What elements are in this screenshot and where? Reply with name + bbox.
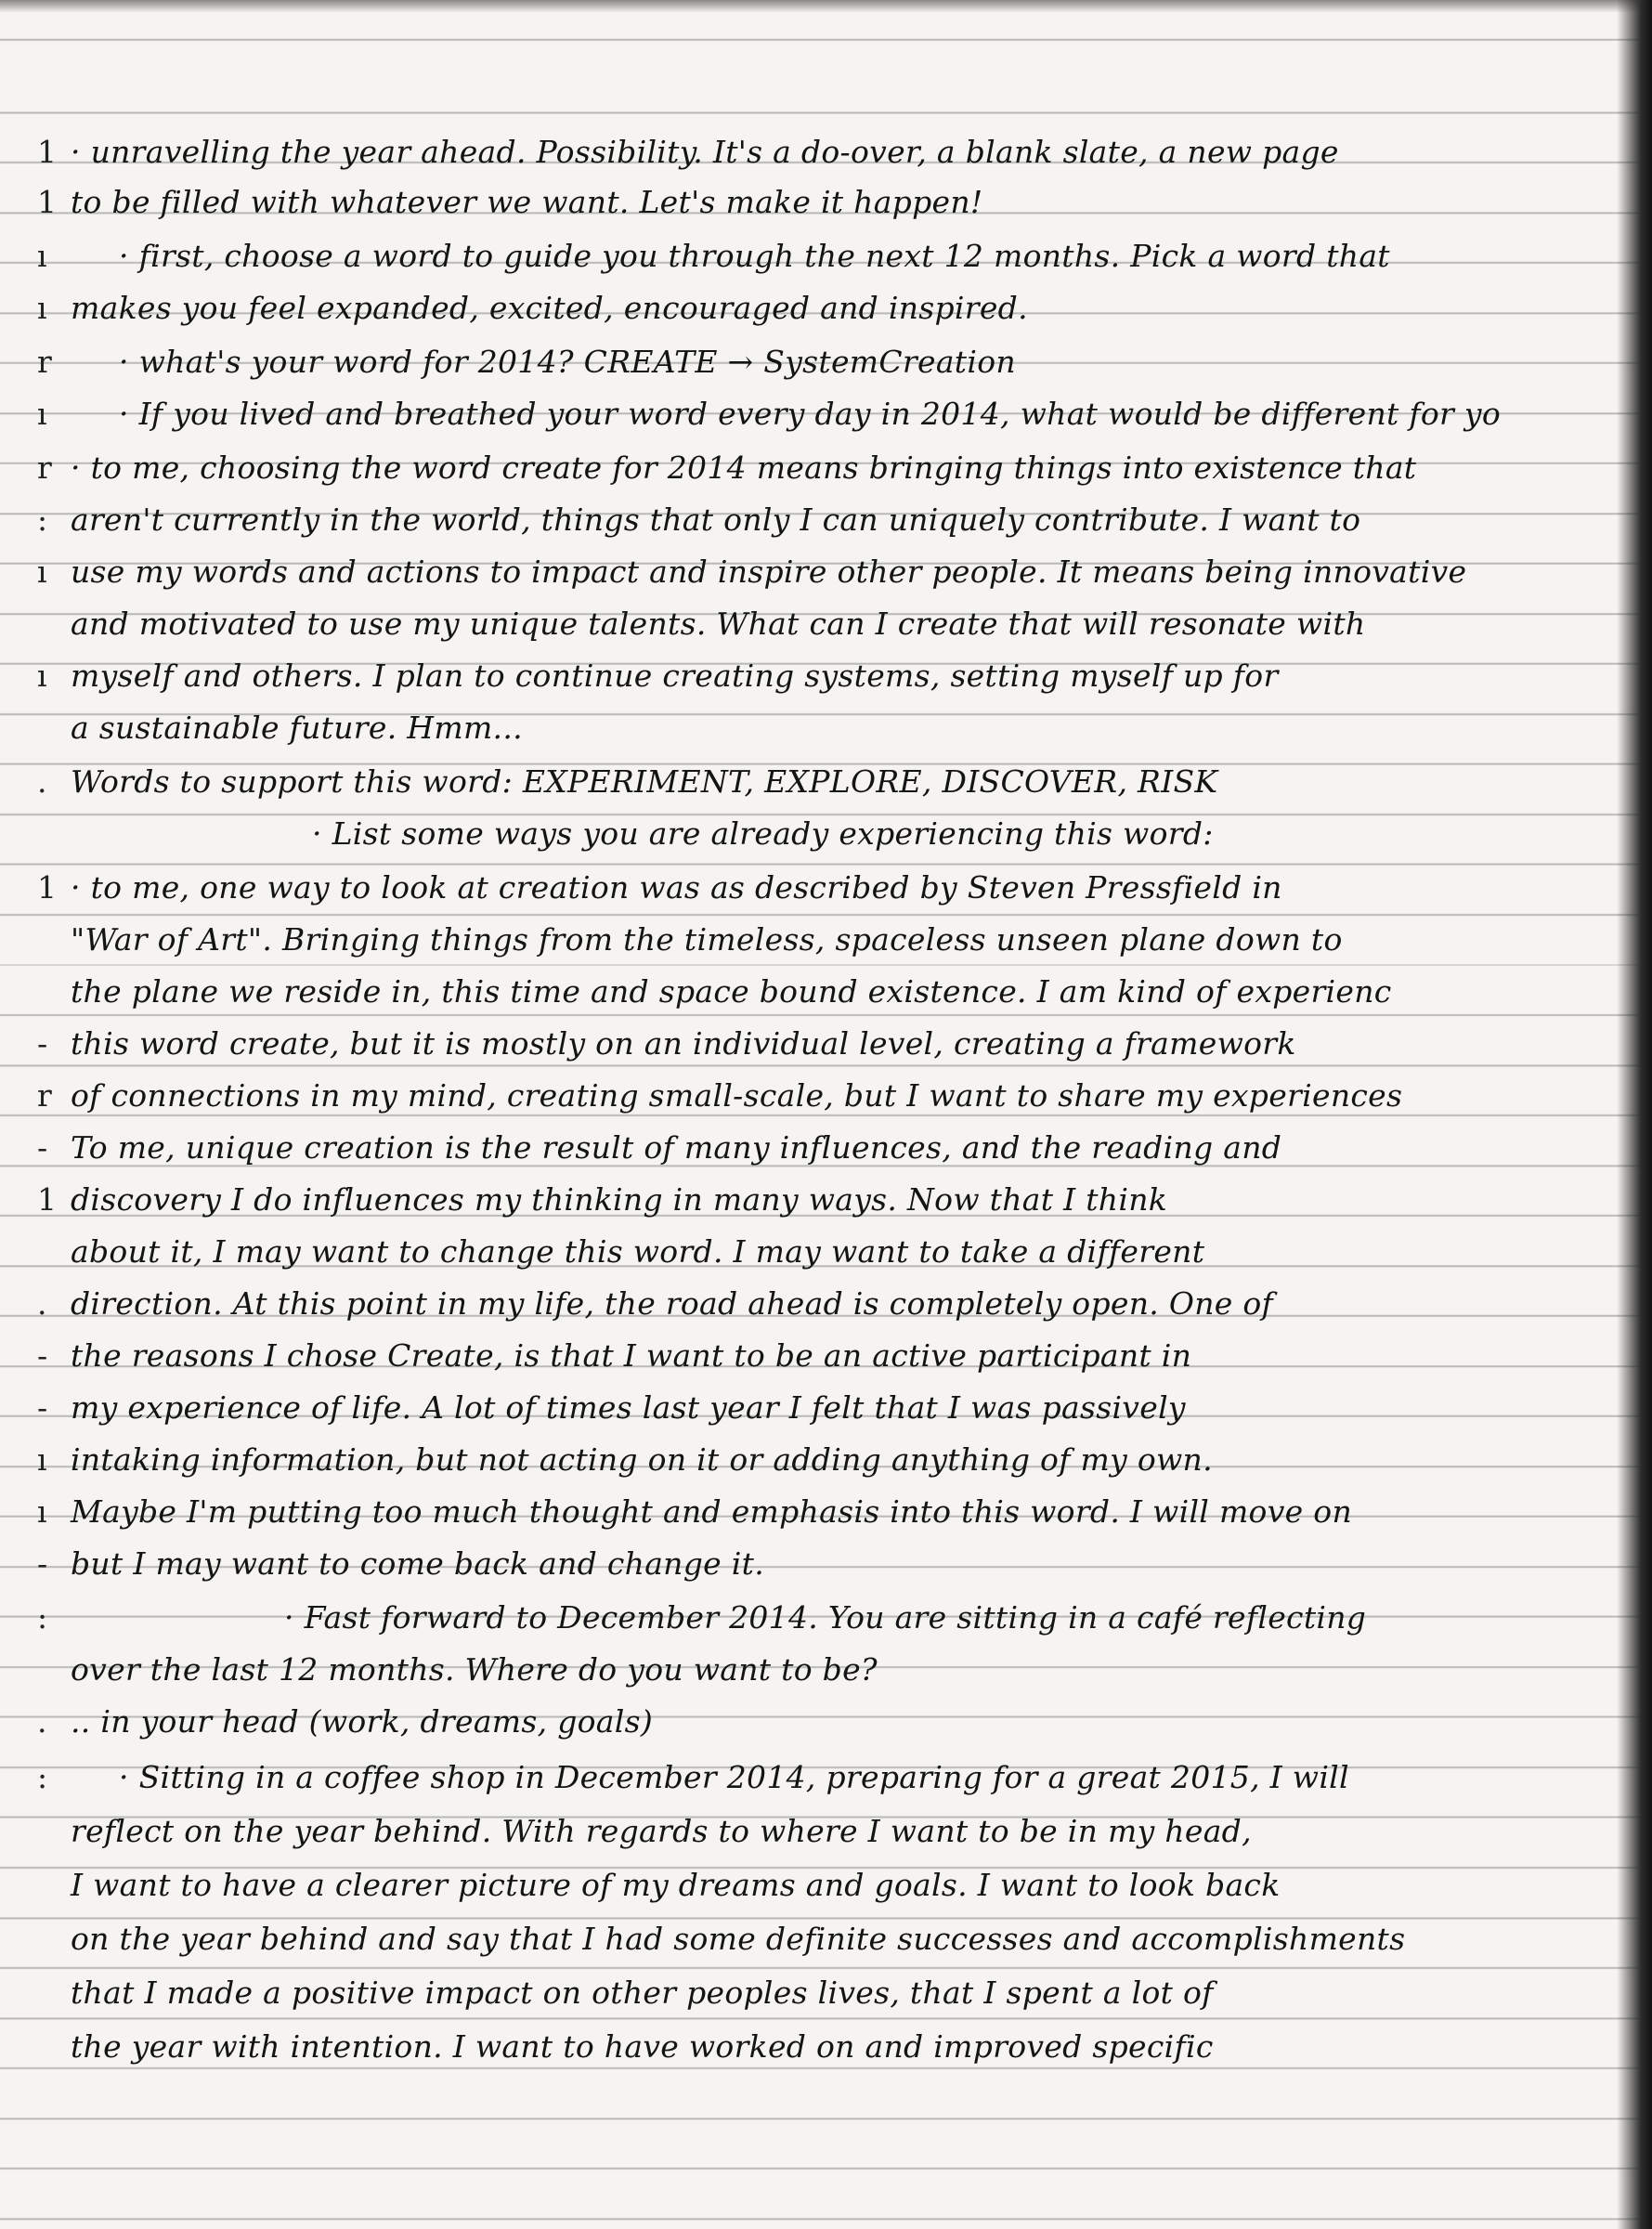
text-line: on the year behind and say that I had some definite successes and accomplishments (71, 1921, 1406, 1957)
text-line: - the reasons I chose Create, is that I want to be an active participant in (37, 1337, 1192, 1374)
text-line: ı makes you feel expanded, excited, encouraged and inspired. (37, 290, 1028, 326)
text-line: "War of Art". Bringing things from the timeless, spaceless unseen plane down to (71, 921, 1343, 958)
text-line: · List some ways you are already experiencing this word: (312, 815, 1214, 852)
text-line: ı Maybe I'm putting too much thought and emphasis into this word. I will move on (37, 1493, 1352, 1530)
text-line: . Words to support this word: EXPERIMENT, EXPLORE, DISCOVER, RISK (37, 763, 1218, 800)
text-line: r of connections in my mind, creating small-scale, but I want to share my experiences (37, 1077, 1403, 1114)
text-line: . direction. At this point in my life, the road ahead is completely open. One of (37, 1285, 1274, 1322)
text-line: ı use my words and actions to impact and inspire other people. It means being innovative (37, 554, 1467, 590)
text-line: the plane we reside in, this time and space bound existence. I am kind of experienc (71, 973, 1392, 1010)
text-line: a sustainable future. Hmm... (71, 710, 523, 746)
text-line: - To me, unique creation is the result of many influences, and the reading and (37, 1129, 1282, 1166)
text-line: about it, I may want to change this word. I may want to take a different (71, 1233, 1205, 1270)
text-line: ı intaking information, but not acting on it or adding anything of my own. (37, 1441, 1213, 1478)
text-line: reflect on the year behind. With regards to where I want to be in my head, (71, 1813, 1252, 1849)
text-line: - this word create, but it is mostly on an individual level, creating a framework (37, 1025, 1296, 1062)
text-line: 1 to be filled with whatever we want. Let's make it happen! (37, 184, 983, 220)
text-line: that I made a positive impact on other peoples lives, that I spent a lot of (71, 1975, 1214, 2011)
text-line: . .. in your head (work, dreams, goals) (37, 1703, 654, 1740)
text-line: : aren't currently in the world, things that only I can uniquely contribute. I want to (37, 502, 1361, 538)
text-line: ı · first, choose a word to guide you through the next 12 months. Pick a word that (37, 238, 1390, 274)
text-line: 1 · unravelling the year ahead. Possibility. It's a do-over, a blank slate, a new page (37, 134, 1339, 170)
text-line: r · to me, choosing the word create for 2014 means bringing things into existence that (37, 450, 1417, 486)
text-line: the year with intention. I want to have worked on and improved specific (71, 2028, 1214, 2065)
text-line: and motivated to use my unique talents. What can I create that will resonate with (71, 606, 1366, 642)
text-line: over the last 12 months. Where do you want to be? (71, 1651, 878, 1688)
text-line: ı myself and others. I plan to continue creating systems, setting myself up for (37, 658, 1279, 694)
text-line: 1 · to me, one way to look at creation was as described by Steven Pressfield in (37, 869, 1282, 906)
text-line: - my experience of life. A lot of times last year I felt that I was passively (37, 1389, 1186, 1426)
text-line: I want to have a clearer picture of my dreams and goals. I want to look back (71, 1867, 1281, 1903)
text-line: : · Fast forward to December 2014. You are sitting in a café reflecting (37, 1599, 1367, 1636)
text-line: 1 discovery I do influences my thinking in many ways. Now that I think (37, 1181, 1168, 1218)
text-line: : · Sitting in a coffee shop in December 2014, preparing for a great 2015, I will (37, 1759, 1349, 1795)
text-line: ı · If you lived and breathed your word every day in 2014, what would be different for yo (37, 396, 1502, 432)
text-line: r · what's your word for 2014? CREATE → SystemCreation (37, 344, 1016, 380)
text-line: - but I may want to come back and change it. (37, 1545, 764, 1582)
